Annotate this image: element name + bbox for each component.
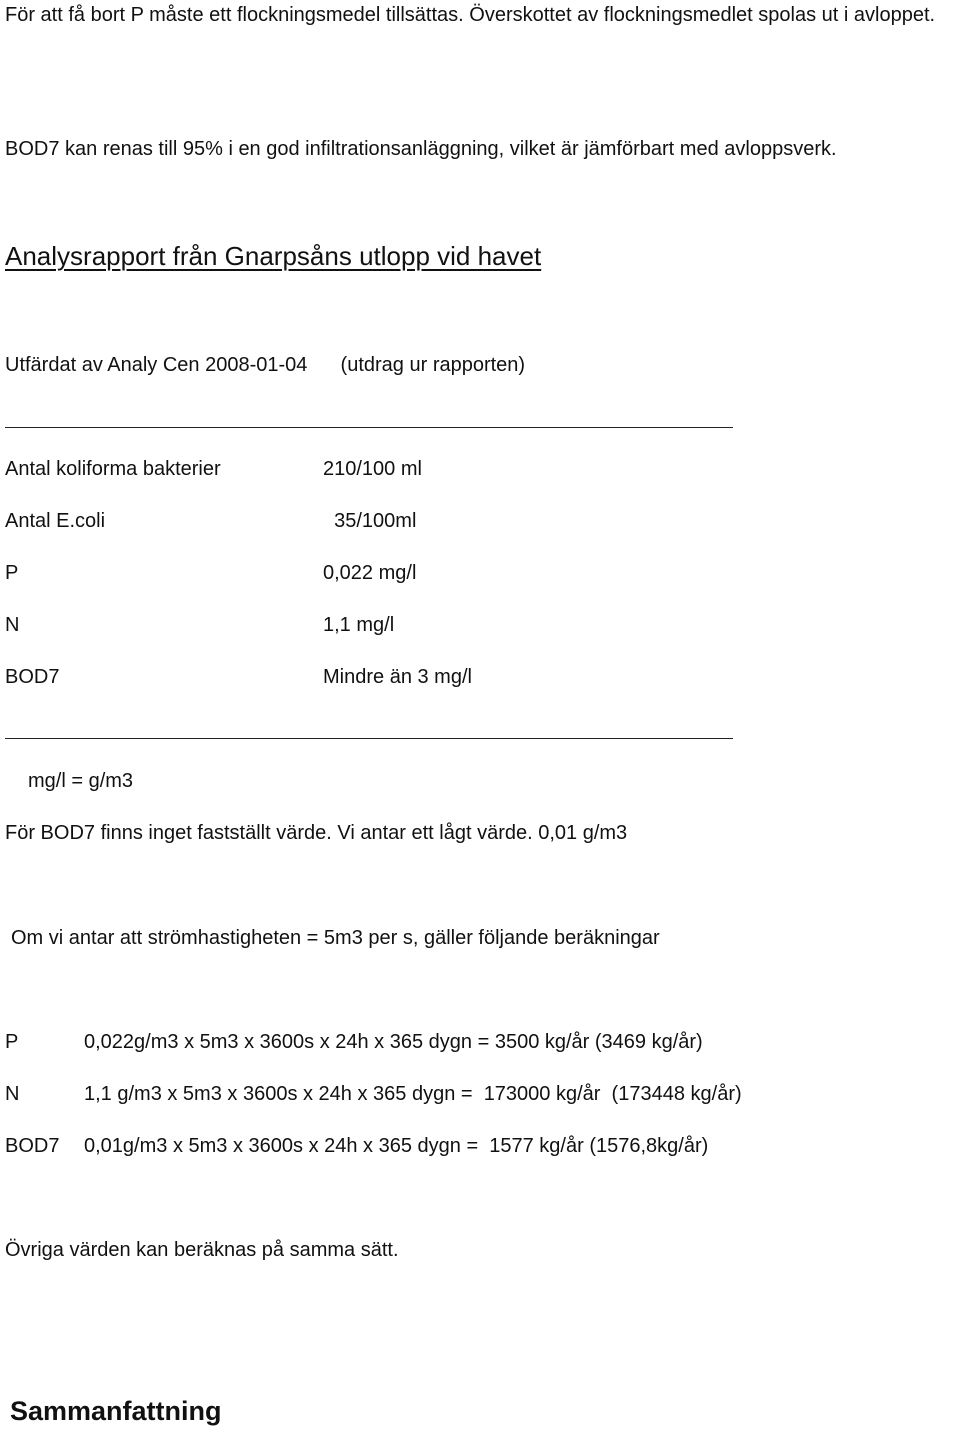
closing-note: Övriga värden kan beräknas på samma sätt.	[5, 1239, 399, 1261]
calculation-expression: 0,022g/m3 x 5m3 x 3600s x 24h x 365 dygn = 3500 kg/år (3469 kg/år)	[84, 1031, 703, 1053]
report-title: Analysrapport från Gnarpsåns utlopp vid havet	[5, 241, 542, 271]
result-value: 0,022 mg/l	[323, 562, 417, 584]
report-excerpt-note: (utdrag ur rapporten)	[340, 354, 526, 376]
calculation-expression: 0,01g/m3 x 5m3 x 3600s x 24h x 365 dygn = 1577 kg/år (1576,8kg/år)	[84, 1135, 709, 1157]
calculation-label: N	[5, 1083, 20, 1105]
result-label: P	[5, 562, 19, 584]
summary-heading: Sammanfattning	[10, 1396, 222, 1426]
calculation-label: P	[5, 1031, 19, 1053]
result-value: 35/100ml	[323, 510, 417, 532]
result-value: Mindre än 3 mg/l	[323, 666, 472, 688]
intro-paragraph-flocculant: För att få bort P måste ett flockningsmedel tillsättas. Överskottet av flockningsmedlet spolas ut i avloppet.	[5, 4, 936, 26]
report-issued-line	[5, 352, 525, 378]
unit-note: mg/l = g/m3	[28, 770, 134, 792]
result-label: N	[5, 614, 20, 636]
calculation-expression: 1,1 g/m3 x 5m3 x 3600s x 24h x 365 dygn = 173000 kg/år (173448 kg/år)	[84, 1083, 742, 1105]
result-label: Antal koliforma bakterier	[5, 458, 221, 480]
flow-assumption-note: Om vi antar att strömhastigheten = 5m3 per s, gäller följande beräkningar	[11, 927, 660, 949]
results-top-rule	[5, 427, 733, 428]
result-label: Antal E.coli	[5, 510, 106, 532]
result-value: 1,1 mg/l	[323, 614, 395, 636]
intro-paragraph-bod7: BOD7 kan renas till 95% i en god infiltrationsanläggning, vilket är jämförbart med avloppsverk.	[5, 138, 837, 160]
report-issued: Utfärdat av Analy Cen 2008-01-04	[5, 354, 308, 376]
bod7-assumption-note: För BOD7 finns inget fastställt värde. Vi antar ett lågt värde. 0,01 g/m3	[5, 822, 628, 844]
result-value: 210/100 ml	[323, 458, 422, 480]
result-label: BOD7	[5, 666, 60, 688]
results-bottom-rule	[5, 738, 733, 739]
calculation-label: BOD7	[5, 1135, 60, 1157]
